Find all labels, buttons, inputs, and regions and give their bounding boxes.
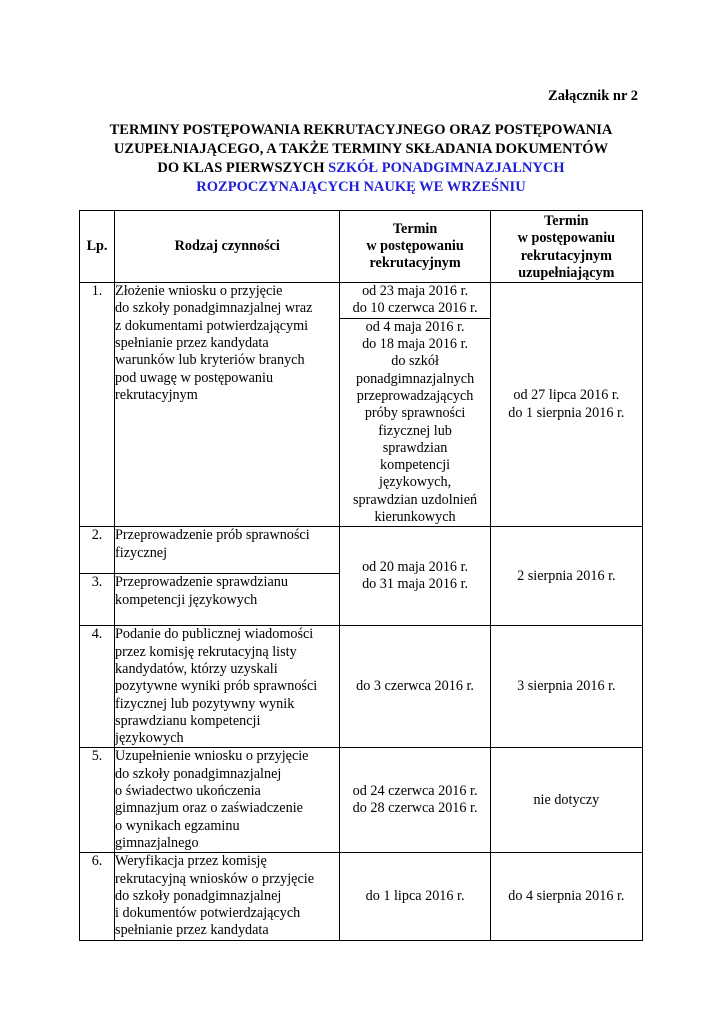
row-6-term: do 1 lipca 2016 r. xyxy=(340,853,490,940)
document-title xyxy=(80,121,642,197)
row-3-lp: 3. xyxy=(80,574,115,626)
title-line-1: TERMINY POSTĘPOWANIA REKRUTACYJNEGO ORAZ POSTĘPOWANIA xyxy=(109,122,613,138)
row-5-supplementary: nie dotyczy xyxy=(490,748,642,853)
schedule-table xyxy=(79,210,643,941)
row-2-3-supplementary: 2 sierpnia 2016 r. xyxy=(490,527,642,626)
row-6-supplementary: do 4 sierpnia 2016 r. xyxy=(490,853,642,940)
header-term-recruitment: Termin w postępowaniu rekrutacyjnym xyxy=(340,211,490,283)
table-header-row xyxy=(80,211,643,283)
row-4-activity: Podanie do publicznej wiadomości przez komisję rekrutacyjną listy kandydatów, którzy uzyskali pozytywne wyniki prób sprawności fizycznej lub pozytywny wynik sprawdzianu kompetencji językowych xyxy=(115,626,340,748)
row-1-activity: Złożenie wniosku o przyjęcie do szkoły ponadgimnazjalnej wraz z dokumentami potwierdzającymi spełnianie przez kandydata warunków lub kryteriów branych pod uwagę w postępowaniu rekrutacyjnym xyxy=(115,283,340,527)
row-4-lp: 4. xyxy=(80,626,115,748)
title-line-3-black: DO KLAS PIERWSZYCH xyxy=(157,160,329,176)
table-row xyxy=(80,527,643,574)
row-2-activity: Przeprowadzenie prób sprawności fizycznej xyxy=(115,527,340,574)
header-activity: Rodzaj czynności xyxy=(115,211,340,283)
row-6-activity: Weryfikacja przez komisję rekrutacyjną wniosków o przyjęcie do szkoły ponadgimnazjalnej i dokumentów potwierdzających spełnianie przez kandydata xyxy=(115,853,340,940)
table-row xyxy=(80,283,643,319)
header-lp: Lp. xyxy=(80,211,115,283)
row-1-term-b: od 4 maja 2016 r. do 18 maja 2016 r. do szkół ponadgimnazjalnych przeprowadzających próby sprawności fizycznej lub sprawdzian kompetencji językowych, sprawdzian uzdolnień kierunkowych xyxy=(340,318,490,527)
annex-label: Załącznik nr 2 xyxy=(548,88,638,104)
row-3-activity: Przeprowadzenie sprawdzianu kompetencji językowych xyxy=(115,574,340,626)
table-row xyxy=(80,748,643,853)
title-line-3 xyxy=(80,159,642,178)
title-line-3-blue: SZKÓŁ PONADGIMNAZJALNYCH xyxy=(328,160,565,176)
row-2-lp: 2. xyxy=(80,527,115,574)
row-6-lp: 6. xyxy=(80,853,115,940)
row-1-term-a: od 23 maja 2016 r. do 10 czerwca 2016 r. xyxy=(340,283,490,319)
row-5-term: od 24 czerwca 2016 r. do 28 czerwca 2016 r. xyxy=(340,748,490,853)
row-4-term: do 3 czerwca 2016 r. xyxy=(340,626,490,748)
row-1-supplementary: od 27 lipca 2016 r. do 1 sierpnia 2016 r. xyxy=(490,283,642,527)
row-4-supplementary: 3 sierpnia 2016 r. xyxy=(490,626,642,748)
header-term-supplementary: Termin w postępowaniu rekrutacyjnym uzupełniającym xyxy=(490,211,642,283)
table-row xyxy=(80,626,643,748)
table-row xyxy=(80,853,643,940)
title-line-2: UZUPEŁNIAJĄCEGO, A TAKŻE TERMINY SKŁADANIA DOKUMENTÓW xyxy=(113,141,609,157)
row-5-activity: Uzupełnienie wniosku o przyjęcie do szkoły ponadgimnazjalnej o świadectwo ukończenia gimnazjum oraz o zaświadczenie o wynikach egzaminu gimnazjalnego xyxy=(115,748,340,853)
row-1-lp: 1. xyxy=(80,283,115,527)
row-2-3-term: od 20 maja 2016 r. do 31 maja 2016 r. xyxy=(340,527,490,626)
title-line-4: ROZPOCZYNAJĄCYCH NAUKĘ WE WRZEŚNIU xyxy=(196,179,526,195)
row-5-lp: 5. xyxy=(80,748,115,853)
